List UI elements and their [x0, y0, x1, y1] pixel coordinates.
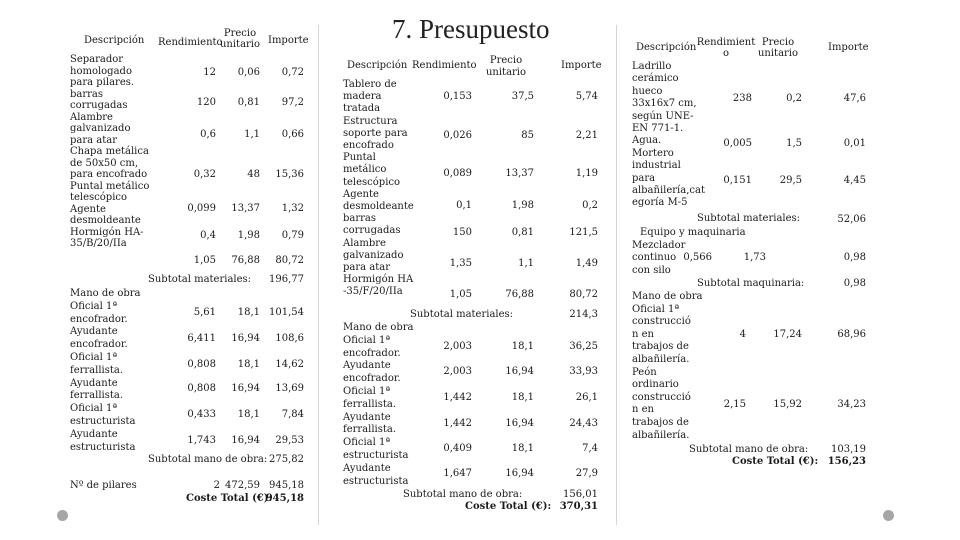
description-line: según UNE-	[632, 110, 694, 122]
cell-precio: 0,81	[237, 97, 260, 108]
cell-rend: 0,099	[187, 203, 216, 214]
right-total-label: Coste Total (€):	[732, 456, 819, 467]
description-line: albañilería.	[632, 354, 690, 365]
cell-rend: 0,005	[723, 138, 752, 149]
cell-rend: 2,003	[443, 341, 472, 352]
description-line: Peón	[632, 366, 657, 378]
cell-rend: 1,442	[443, 418, 472, 429]
cell-importe: 0,79	[281, 230, 304, 241]
description-line: para atar	[343, 262, 391, 273]
description-line: 35/B/20/IIa	[70, 238, 127, 249]
cell-precio: 16,94	[505, 468, 534, 479]
description-line: 33x16x7 cm,	[632, 98, 697, 110]
middle-total-value: 370,31	[559, 501, 598, 512]
middle-subtotal-labor-label: Subtotal mano de obra:	[403, 489, 523, 500]
description-line: Ayudante	[70, 377, 118, 389]
description-line: Chapa metálica	[70, 146, 149, 157]
description-line: Oficial 1ª	[70, 300, 118, 312]
cell-importe: 101,54	[269, 307, 304, 318]
middle-header-description: Descripción	[347, 60, 408, 71]
right-equipment-importe: 0,98	[843, 252, 866, 263]
cell-rend: 1,05	[449, 289, 472, 300]
description-line: con silo	[632, 265, 671, 276]
cell-precio: 16,94	[505, 418, 534, 429]
description-line: encofrador.	[70, 339, 128, 351]
left-header-description: Descripción	[84, 35, 145, 46]
cell-precio: 48	[247, 169, 260, 180]
cell-importe: 47,6	[843, 93, 866, 104]
cell-rend: 0,1	[456, 200, 472, 211]
cell-rend: 0,151	[723, 175, 752, 186]
cell-importe: 1,32	[281, 203, 304, 214]
description-line: albañilería,cat	[632, 185, 705, 196]
cell-importe: 2,21	[575, 130, 598, 141]
cell-importe: 108,6	[275, 333, 304, 344]
left-subtotal-materials-label: Subtotal materiales:	[148, 274, 252, 285]
description-line: soporte para	[343, 127, 408, 139]
right-header-rendimiento: Rendimient o	[696, 37, 756, 59]
cell-rend: 1,442	[443, 392, 472, 403]
cell-precio: 1,1	[244, 129, 260, 140]
cell-importe: 1,19	[575, 168, 598, 179]
divider-left	[318, 25, 319, 525]
description-line: Alambre	[343, 237, 386, 249]
cell-rend: 0,089	[443, 168, 472, 179]
cell-precio: 18,1	[237, 307, 260, 318]
description-line: para atar	[70, 134, 118, 146]
right-total-value: 156,23	[827, 456, 866, 467]
cell-rend: 6,411	[187, 333, 216, 344]
description-line: Ayudante	[343, 360, 391, 372]
description-line: Oficial 1ª	[343, 334, 391, 346]
cell-precio: 37,5	[511, 91, 534, 102]
cell-precio: 0,81	[511, 227, 534, 238]
left-subtotal-labor-label: Subtotal mano de obra:	[148, 454, 268, 465]
middle-subtotal-labor-value: 156,01	[563, 489, 598, 500]
cell-importe: 24,43	[569, 418, 598, 429]
description-line: Estructura	[343, 115, 398, 127]
cell-precio: 13,37	[231, 203, 260, 214]
cell-importe: 7,4	[582, 443, 598, 454]
description-line: de 50x50 cm,	[70, 157, 139, 169]
description-line: Equipo y maquinaria	[640, 227, 746, 238]
middle-header-precio: Precio unitario	[485, 55, 527, 78]
cell-rend: 0,433	[187, 409, 216, 420]
decorative-dot-right	[883, 510, 894, 521]
middle-subtotal-materials-value: 214,3	[569, 309, 598, 320]
description-line: n en	[632, 404, 654, 416]
cell-importe: 13,69	[275, 383, 304, 394]
left-pillar-count-value: 2	[213, 480, 220, 491]
cell-importe: 97,2	[281, 97, 304, 108]
middle-header-importe: Importe	[561, 60, 602, 71]
cell-importe: 33,93	[569, 366, 598, 377]
cell-importe: 121,5	[569, 227, 598, 238]
right-equipment-precio: 1,73	[743, 252, 766, 263]
description-line: Hormigón HA	[343, 274, 414, 286]
description-line: telescópico	[343, 176, 401, 188]
left-subtotal-labor-value: 275,82	[269, 454, 304, 465]
cell-precio: 16,94	[231, 435, 260, 446]
description-line: Ayudante	[70, 428, 118, 440]
cell-precio: 18,1	[511, 443, 534, 454]
description-line: ordinario	[632, 379, 679, 391]
description-line: barras	[343, 213, 377, 225]
left-subtotal-materials-value: 196,77	[269, 274, 304, 285]
description-line: metálico	[343, 164, 387, 176]
description-line: ferrallista.	[343, 398, 397, 410]
cell-rend: 0,808	[187, 359, 216, 370]
description-line: para pilares.	[70, 77, 135, 88]
cell-precio: 18,1	[511, 341, 534, 352]
right-subtotal-equipment-value: 0,98	[843, 278, 866, 289]
description-line: Mano de obra	[70, 288, 141, 299]
left-header-precio: Precio unitario	[219, 28, 261, 50]
cell-importe: 5,74	[575, 91, 598, 102]
description-line: continuo	[632, 252, 677, 263]
left-total-value: 945,18	[265, 493, 304, 504]
cell-rend: 0,153	[443, 91, 472, 102]
cell-rend: 1,35	[449, 258, 472, 269]
cell-rend: 120	[196, 97, 216, 108]
description-line: estructurista	[70, 441, 136, 453]
description-line: estructurista	[343, 475, 409, 487]
cell-rend: 1,743	[187, 435, 216, 446]
cell-rend: 2,15	[723, 399, 746, 410]
description-line: Agente	[343, 188, 379, 200]
description-line: cerámico	[632, 73, 679, 85]
description-line: galvanizado	[70, 123, 131, 134]
cell-importe: 1,49	[575, 258, 598, 269]
cell-rend: 12	[203, 67, 216, 78]
description-line: encofrador.	[70, 313, 128, 325]
cell-precio: 13,37	[505, 168, 534, 179]
cell-rend: 1,647	[443, 468, 472, 479]
cell-importe: 14,62	[275, 359, 304, 370]
right-subtotal-labor-value: 103,19	[831, 444, 866, 455]
description-line: hueco	[632, 85, 663, 97]
cell-rend: 150	[452, 227, 472, 238]
middle-header-rendimiento: Rendimiento	[412, 60, 477, 71]
cell-precio: 15,92	[773, 399, 802, 410]
cell-precio: 17,24	[773, 329, 802, 340]
right-equipment-rend: 0,566	[683, 252, 712, 263]
description-line: madera	[343, 91, 382, 103]
cell-rend: 0,409	[443, 443, 472, 454]
cell-importe: 0,01	[843, 138, 866, 149]
middle-subtotal-materials-label: Subtotal materiales:	[410, 309, 514, 320]
description-line: Oficial 1ª	[343, 386, 391, 397]
description-line: Alambre	[70, 111, 113, 123]
slide-title: 7. Presupuesto	[392, 14, 550, 44]
description-line: Separador	[70, 54, 124, 65]
cell-precio: 18,1	[237, 409, 260, 420]
description-line: Agua.	[632, 135, 662, 147]
cell-rend: 2,003	[443, 366, 472, 377]
description-line: Hormigón HA-	[70, 226, 144, 238]
cell-precio: 85	[521, 130, 534, 141]
cell-precio: 1,98	[511, 200, 534, 211]
cell-importe: 27,9	[575, 468, 598, 479]
right-subtotal-materials-label: Subtotal materiales:	[697, 213, 801, 224]
right-subtotal-labor-label: Subtotal mano de obra:	[689, 444, 809, 455]
left-unit-total: 472,59	[225, 480, 260, 491]
left-header-importe: Importe	[268, 35, 309, 46]
right-header-precio: Precio unitario	[757, 37, 799, 59]
description-line: Puntal metálico	[70, 180, 150, 192]
description-line: barras	[70, 88, 104, 100]
description-line: Mortero	[632, 147, 674, 159]
cell-importe: 26,1	[575, 392, 598, 403]
description-line: desmoldeante	[70, 215, 141, 226]
cell-importe: 0,2	[582, 200, 598, 211]
cell-importe: 29,53	[275, 435, 304, 446]
cell-importe: 34,23	[837, 399, 866, 410]
cell-precio: 18,1	[511, 392, 534, 403]
cell-precio: 76,88	[231, 255, 260, 266]
description-line: -35/F/20/IIa	[343, 286, 403, 298]
description-line: trabajos de	[632, 341, 689, 353]
cell-precio: 1,98	[237, 230, 260, 241]
cell-rend: 0,808	[187, 383, 216, 394]
description-line: para	[632, 172, 656, 184]
description-line: tratada	[343, 103, 381, 115]
description-line: encofrador.	[343, 373, 401, 385]
description-line: construcció	[632, 391, 691, 403]
cell-precio: 1,1	[518, 258, 534, 269]
description-line: encofrador.	[343, 347, 401, 359]
description-line: desmoldeante	[343, 201, 414, 212]
description-line: Ladrillo	[632, 61, 672, 72]
cell-precio: 16,94	[231, 333, 260, 344]
left-pillar-count-label: Nº de pilares	[70, 480, 137, 491]
right-subtotal-materials-value: 52,06	[837, 214, 866, 225]
cell-importe: 36,25	[569, 341, 598, 352]
right-header-description: Descripción	[636, 42, 697, 53]
cell-importe: 0,72	[281, 67, 304, 78]
description-line: n en	[632, 328, 654, 340]
description-line: estructurista	[343, 450, 409, 461]
description-line: Puntal	[343, 152, 376, 164]
decorative-dot-left	[57, 510, 68, 521]
cell-precio: 0,06	[237, 67, 260, 78]
cell-precio: 16,94	[231, 383, 260, 394]
cell-importe: 80,72	[275, 255, 304, 266]
cell-precio: 29,5	[779, 175, 802, 186]
description-line: Ayudante	[343, 411, 391, 423]
cell-importe: 80,72	[569, 289, 598, 300]
description-line: EN 771-1.	[632, 123, 684, 134]
description-line: para encofrado	[70, 169, 148, 180]
description-line: ferrallista.	[343, 424, 397, 436]
cell-rend: 5,61	[193, 307, 216, 318]
middle-total-label: Coste Total (€):	[465, 501, 552, 512]
cell-rend: 1,05	[193, 255, 216, 266]
cell-rend: 0,026	[443, 130, 472, 141]
description-line: Ayudante	[343, 462, 391, 474]
cell-importe: 4,45	[843, 175, 866, 186]
description-line: galvanizado	[343, 249, 404, 261]
description-line: trabajos de	[632, 417, 689, 428]
description-line: Oficial 1ª	[632, 303, 680, 315]
left-header-rendimiento: Rendimiento	[158, 37, 223, 48]
description-line: egoría M-5	[632, 197, 688, 209]
description-line: Oficial 1ª	[70, 403, 118, 415]
cell-rend: 0,4	[200, 230, 216, 241]
divider-right	[616, 25, 617, 525]
cell-precio: 0,2	[786, 93, 802, 104]
cell-precio: 1,5	[786, 138, 802, 149]
cell-importe: 15,36	[275, 169, 304, 180]
description-line: ferrallista.	[70, 390, 124, 402]
cell-rend: 0,32	[193, 169, 216, 180]
description-line: Mezclador	[632, 240, 686, 251]
description-line: estructurista	[70, 416, 136, 427]
cell-importe: 7,84	[281, 409, 304, 420]
description-line: telescópico	[70, 192, 128, 203]
description-line: Oficial 1ª	[343, 437, 391, 449]
description-line: Mano de obra	[632, 291, 703, 302]
description-line: corrugadas	[70, 100, 128, 111]
left-total-label: Coste Total (€):	[186, 493, 273, 504]
description-line: Oficial 1ª	[70, 352, 118, 363]
description-line: Ayudante	[70, 326, 118, 338]
cell-rend: 0,6	[200, 129, 216, 140]
cell-precio: 18,1	[237, 359, 260, 370]
description-line: encofrado	[343, 140, 394, 151]
description-line: industrial	[632, 160, 681, 172]
description-line: albañilería.	[632, 429, 690, 441]
cell-rend: 4	[739, 329, 746, 340]
description-line: ferrallista.	[70, 364, 124, 376]
left-unit-total-importe: 945,18	[269, 480, 304, 491]
right-header-importe: Importe	[828, 42, 869, 53]
description-line: homologado	[70, 65, 132, 77]
cell-importe: 0,66	[281, 129, 304, 140]
description-line: construcció	[632, 316, 691, 328]
description-line: Tablero de	[343, 79, 397, 90]
description-line: Mano de obra	[343, 322, 414, 333]
cell-importe: 68,96	[837, 329, 866, 340]
description-line: corrugadas	[343, 225, 401, 237]
description-line: Agente	[70, 203, 106, 215]
cell-precio: 16,94	[505, 366, 534, 377]
cell-precio: 76,88	[505, 289, 534, 300]
cell-rend: 238	[732, 93, 752, 104]
right-subtotal-equipment-label: Subtotal maquinaria:	[697, 278, 805, 289]
